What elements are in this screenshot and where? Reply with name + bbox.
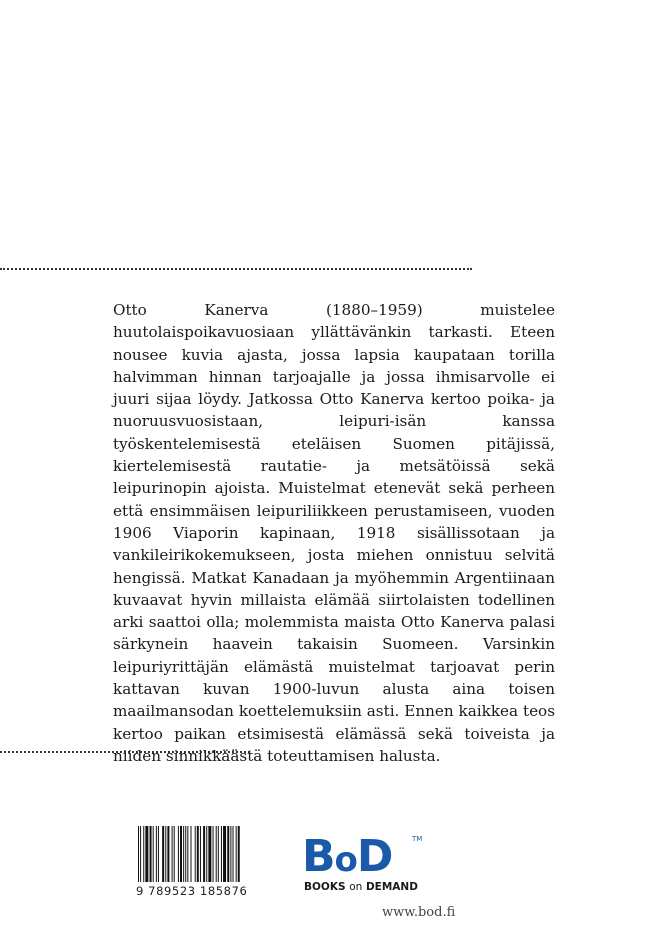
publisher-website: www.bod.fi: [382, 905, 456, 920]
isbn-number: 9 789523 185876: [136, 884, 248, 898]
isbn-barcode: [136, 826, 264, 906]
top-dotted-divider: [0, 268, 472, 270]
bod-publisher-logo: [302, 831, 430, 895]
tagline-on: on: [349, 881, 363, 893]
back-cover-blurb: Otto Kanerva (1880–1959) muistelee huutolaispoikavuosiaan yllättävänkin tarkasti. Eteen nousee kuvia ajasta, jossa lapsia kaupataan torilla halvimman hinnan tarjoajalle ja jossa ihmisarvolle ei juuri sijaa löydy. Jatkossa Otto Kanerva kertoo poika- ja nuoruusvuosistaan, leipuri-isän kanssa työskentelemisestä eteläisen Suomen pitäjissä, kiertelemisestä rautatie- ja metsätöissä sekä leipurinopin ajoista. Muistelmat etenevät sekä perheen että ensimmäisen leipuriliikkeen perustamiseen, vuoden 1906 Viaporin kapinaan, 1918 sisällissotaan ja vankileirikokemukseen, josta miehen onnistuu selvitä hengissä. Matkat Kanadaan ja myöhemmin Argentiinaan kuvaavat hyvin millaista elämää siirtolaisten todellinen arki saattoi olla; molemmista maista Otto Kanerva palasi särkynein haavein takaisin Suomeen. Varsinkin leipuriyrittäjän elämästä muistelmat tarjoavat perin kattavan kuvan 1900-luvun alusta aina toisen maailmansodan koettelemuksiin asti. Ennen kaikkea teos kertoo paikan etsimisestä elämässä sekä toiveista ja niiden sinnikkäästä toteuttamisen halusta.: [113, 301, 555, 765]
bod-logo-o: o: [334, 840, 357, 880]
bod-tagline: [304, 881, 418, 893]
bod-logo-b: B: [302, 831, 335, 882]
bod-wordmark: [302, 831, 430, 882]
tagline-books: BOOKS: [304, 881, 346, 893]
trademark-symbol: TM: [412, 835, 423, 843]
tagline-demand: DEMAND: [365, 881, 418, 893]
bod-logo-d: D: [356, 831, 393, 882]
barcode-bars: [136, 826, 264, 882]
bottom-dotted-divider: [0, 751, 250, 753]
